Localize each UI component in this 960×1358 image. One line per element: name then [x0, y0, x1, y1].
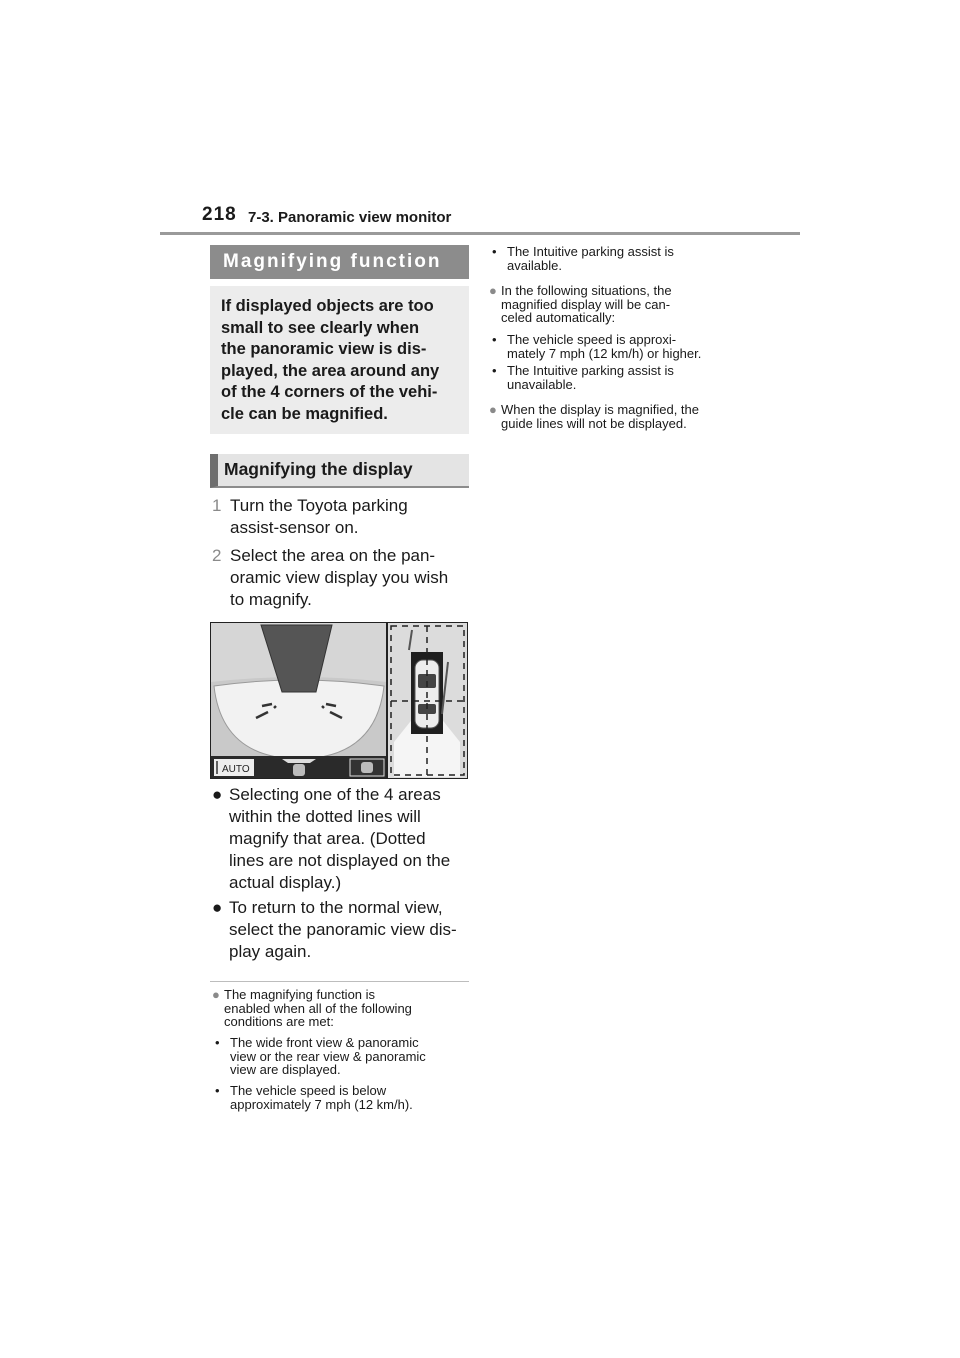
sub-line: The vehicle speed is approxi-: [507, 332, 677, 347]
sub-bullet-marker: •: [215, 1035, 220, 1050]
step-line: Select the area on the pan-: [230, 546, 436, 565]
sub-line: view or the rear view & panoramic: [230, 1048, 426, 1064]
bullet-line: lines are not displayed on the: [229, 851, 451, 870]
step-1: [212, 495, 474, 539]
bullet-line: play again.: [229, 942, 312, 961]
summary-line: the panoramic view is dis-: [221, 340, 427, 358]
step-line: assist-sensor on.: [230, 518, 359, 537]
note-dot-icon: ●: [489, 283, 497, 298]
bullet-line: select the panoramic view dis-: [229, 920, 457, 939]
panoramic-view-display-diagram: [210, 622, 468, 779]
note-line: enabled when all of the following: [224, 1000, 412, 1016]
note-line: In the following situations, the: [501, 283, 672, 298]
summary-line: small to see clearly when: [221, 318, 420, 337]
summary-line: played, the area around any: [221, 361, 440, 380]
sub-line: The wide front view & panoramic: [230, 1035, 419, 1050]
summary-line: cle can be magnified.: [221, 404, 388, 423]
sub-line: mately 7 mph (12 km/h) or higher.: [507, 345, 702, 361]
note-sub-item: [212, 1036, 474, 1077]
right-sub-intuitive: [489, 245, 751, 272]
note-divider: [210, 981, 469, 982]
step-number: 2: [212, 546, 222, 565]
step-2: [212, 545, 474, 611]
step-line: to magnify.: [230, 590, 312, 609]
cancel-sub-item: [489, 364, 751, 391]
sub-line: available.: [507, 257, 562, 273]
sub-bullet-marker: •: [492, 244, 497, 259]
step-number: 1: [212, 496, 222, 515]
summary-box: [210, 286, 469, 434]
sub-line: The Intuitive parking assist is: [507, 244, 674, 259]
bullet-line: magnify that area. (Dotted: [229, 829, 426, 848]
note-line: When the display is magnified, the: [501, 402, 699, 417]
bullet-line: Selecting one of the 4 areas: [229, 785, 441, 804]
sub-line: view are displayed.: [230, 1062, 341, 1077]
heading-magnifying-function: Magnifying function: [210, 245, 469, 279]
cancel-sub-item: [489, 333, 751, 360]
note-line: conditions are met:: [224, 1014, 334, 1029]
bullet-marker: ●: [212, 898, 223, 917]
bullet-selecting-area: [212, 784, 474, 894]
sub-bullet-marker: •: [215, 1083, 220, 1098]
note-dot-icon: ●: [489, 402, 497, 417]
section-title: 7-3. Panoramic view monitor: [248, 209, 452, 226]
note-magnifying-conditions: [212, 988, 474, 1029]
note-guide-lines: [489, 403, 751, 430]
sub-bullet-marker: •: [492, 363, 497, 378]
bullet-return-normal: [212, 897, 474, 963]
step-line: oramic view display you wish: [230, 568, 449, 587]
header-divider: [160, 232, 800, 235]
auto-label: AUTO: [222, 764, 250, 775]
summary-line: If displayed objects are too: [221, 297, 434, 315]
bullet-marker: ●: [212, 785, 223, 804]
bullet-line: To return to the normal view,: [229, 898, 443, 917]
note-sub-item: [212, 1084, 474, 1111]
bullet-line: actual display.): [229, 873, 342, 892]
heading-magnifying-display: Magnifying the display: [210, 454, 469, 488]
summary-line: of the 4 corners of the vehi-: [221, 383, 438, 401]
note-line: guide lines will not be displayed.: [501, 415, 687, 431]
note-line: celed automatically:: [501, 310, 616, 325]
sub-bullet-marker: •: [492, 332, 497, 347]
sub-line: The vehicle speed is below: [230, 1083, 387, 1098]
page-number: 218: [202, 204, 237, 225]
sub-line: The Intuitive parking assist is: [507, 363, 674, 378]
sub-line: unavailable.: [507, 376, 577, 392]
note-cancel-situations: [489, 284, 751, 325]
step-line: Turn the Toyota parking: [230, 496, 408, 515]
note-dot-icon: ●: [212, 987, 220, 1002]
bullet-line: within the dotted lines will: [229, 807, 421, 826]
note-line: The magnifying function is: [224, 987, 376, 1002]
note-line: magnified display will be can-: [501, 296, 671, 312]
sub-line: approximately 7 mph (12 km/h).: [230, 1096, 413, 1112]
